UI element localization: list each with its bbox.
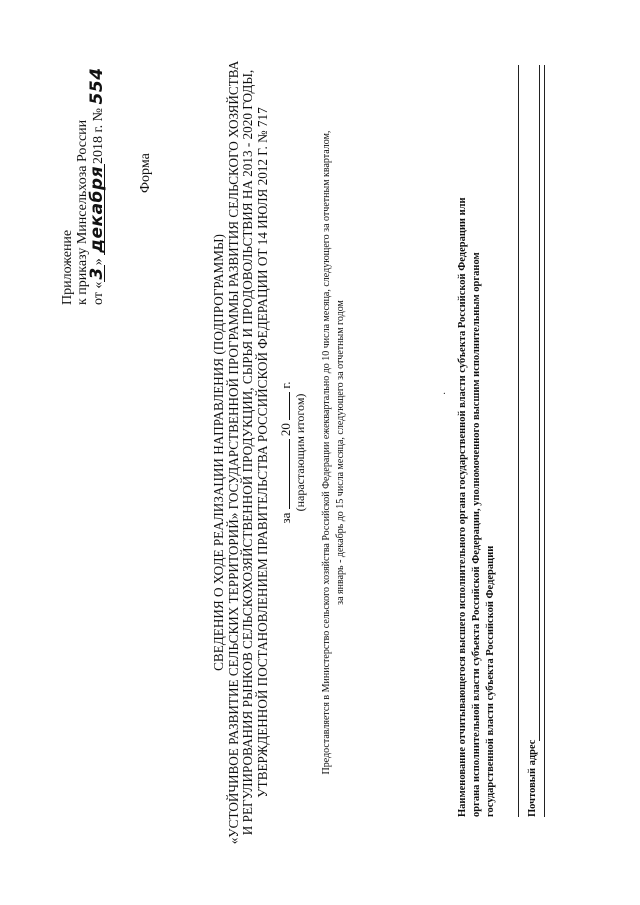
order-year: 2018: [91, 135, 106, 164]
organization-line-3: государственной власти субъекта Российской Федерации: [485, 545, 496, 817]
date-suffix: г. №: [91, 104, 106, 136]
order-month: декабря: [87, 165, 107, 253]
form-label: Форма: [138, 153, 153, 193]
order-day: 3: [87, 267, 107, 280]
report-period: [278, 0, 308, 905]
submission-line-1: Предоставляется в Министерство сельского хозяйства Российской Федерации ежеквартально до 10 числа месяца, следующего за отчетным кварталом,: [321, 130, 332, 775]
organization-line-2: органа исполнительной власти субъекта Российской Федерации, уполномоченного высшим исполнительным органом: [471, 252, 482, 817]
postal-address-label: Почтовый адрес: [527, 739, 538, 817]
document-title: [212, 0, 270, 905]
appendix-block: [60, 67, 106, 305]
period-za: за: [278, 512, 293, 524]
period-blank: [278, 439, 290, 509]
organization-fill-line: [518, 65, 519, 817]
scan-dot: ·: [440, 391, 451, 395]
postal-address-divider: [544, 65, 545, 817]
title-line-3: И РЕГУЛИРОВАНИЯ РЫНКОВ СЕЛЬСКОХОЗЯЙСТВЕННОЙ ПРОДУКЦИИ, СЫРЬЯ И ПРОДОВОЛЬСТВИЯ НА 2013 - 2020 ГОДЫ,: [240, 69, 255, 836]
appendix-title: Приложение: [60, 229, 75, 305]
organization-line-1: Наименование отчитывающегося высшего исполнительного органа государственной власти субъекта Российской Федерации или: [457, 197, 468, 817]
appendix-order-date: [87, 67, 107, 305]
period-year-suffix: г.: [278, 381, 293, 389]
date-mid: »: [91, 258, 106, 266]
appendix-order-ref: к приказу Минсельхоза России: [75, 119, 90, 305]
submission-line-2: за январь - декабрь до 15 числа месяца, следующего за отчетным годом: [335, 300, 346, 605]
order-number: 554: [87, 67, 107, 105]
title-line-2: «УСТОЙЧИВОЕ РАЗВИТИЕ СЕЛЬСКИХ ТЕРРИТОРИЙ» ГОСУДАРСТВЕННОЙ ПРОГРАММЫ РАЗВИТИЯ СЕЛЬСКОГО ХОЗЯЙСТВА: [225, 60, 241, 845]
organization-name-label: [456, 197, 498, 817]
period-century: 20: [278, 423, 293, 437]
title-line-1: СВЕДЕНИЯ О ХОДЕ РЕАЛИЗАЦИИ НАПРАВЛЕНИЯ (ПОДПРОГРАММЫ): [211, 234, 226, 671]
period-year-blank: [278, 392, 290, 420]
submission-note: [320, 0, 348, 905]
title-line-4: УТВЕРЖДЕННОЙ ПОСТАНОВЛЕНИЕМ ПРАВИТЕЛЬСТВА РОССИЙСКОЙ ФЕДЕРАЦИИ ОТ 14 ИЮЛЯ 2012 Г. № 717: [254, 107, 270, 798]
date-prefix: от «: [91, 281, 106, 305]
postal-address-fill-line: [539, 65, 540, 741]
period-cumulative: (нарастающим итогом): [293, 393, 307, 512]
